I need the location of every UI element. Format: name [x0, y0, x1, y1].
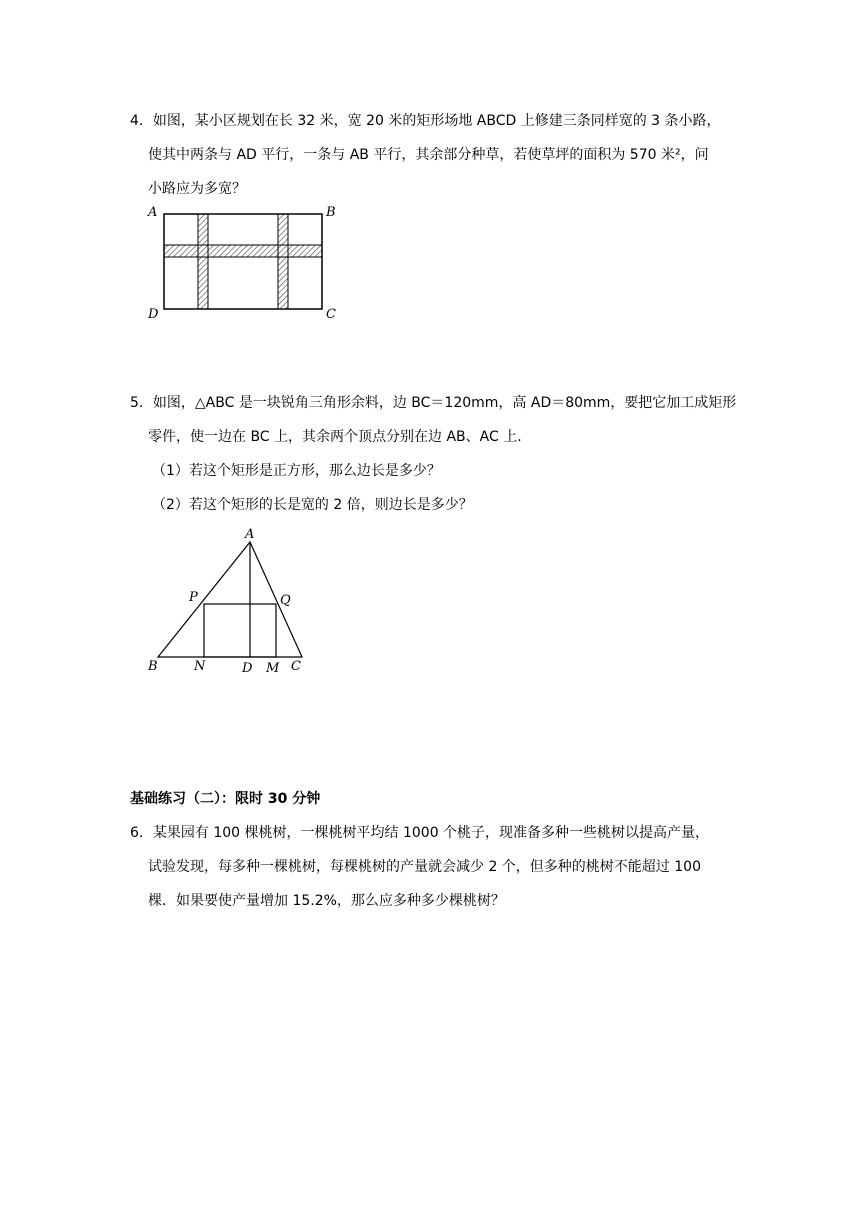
vertical-path-left [198, 214, 208, 309]
label-a: A [148, 205, 158, 220]
label-d: D [242, 661, 253, 676]
problem4-line2: 使其中两条与 AD 平行，一条与 AB 平行，其余部分种草，若使草坪的面积为 570 米²，问 [148, 147, 709, 163]
problem6-line3: 棵．如果要使产量增加 15.2%，那么应多种多少棵桃树？ [148, 893, 505, 909]
label-c: C [326, 307, 336, 322]
horizontal-path [164, 245, 322, 257]
label-q: Q [280, 593, 291, 608]
label-c: C [291, 659, 301, 674]
vertical-path-right [278, 214, 288, 309]
label-n: N [194, 659, 206, 674]
label-b: B [326, 205, 336, 220]
rectangle-pqmn [204, 604, 276, 657]
problem6-line2: 试验发现，每多种一棵桃树，每棵桃树的产量就会减少 2 个，但多种的桃树不能超过 100 [148, 859, 701, 875]
problem5-line2: 零件，使一边在 BC 上，其余两个顶点分别在边 AB、AC 上． [148, 429, 532, 445]
field-abcd [164, 214, 322, 309]
problem5-question1: （1）若这个矩形是正方形，那么边长是多少？ [152, 463, 441, 479]
problem5-line1: 5．如图，△ABC 是一块锐角三角形余料，边 BC＝120mm，高 AD＝80mm，要把它加工成矩形 [130, 395, 737, 411]
problem5-question2: （2）若这个矩形的长是宽的 2 倍，则边长是多少？ [152, 497, 473, 513]
label-d: D [148, 307, 159, 322]
label-p: P [189, 590, 198, 605]
label-m: M [266, 661, 280, 676]
label-a: A [245, 527, 255, 542]
problem4-line1: 4．如图，某小区规划在长 32 米，宽 20 米的矩形场地 ABCD 上修建三条同样宽的 3 条小路， [130, 113, 721, 129]
triangle-abc [158, 542, 302, 657]
problem6-line1: 6．某果园有 100 棵桃树，一棵桃树平均结 1000 个桃子，现准备多种一些桃树以提高产量， [130, 825, 710, 841]
problem4-line3: 小路应为多宽？ [148, 181, 246, 197]
section-title: 基础练习（二）：限时 30 分钟 [130, 791, 321, 807]
label-b: B [148, 659, 158, 674]
